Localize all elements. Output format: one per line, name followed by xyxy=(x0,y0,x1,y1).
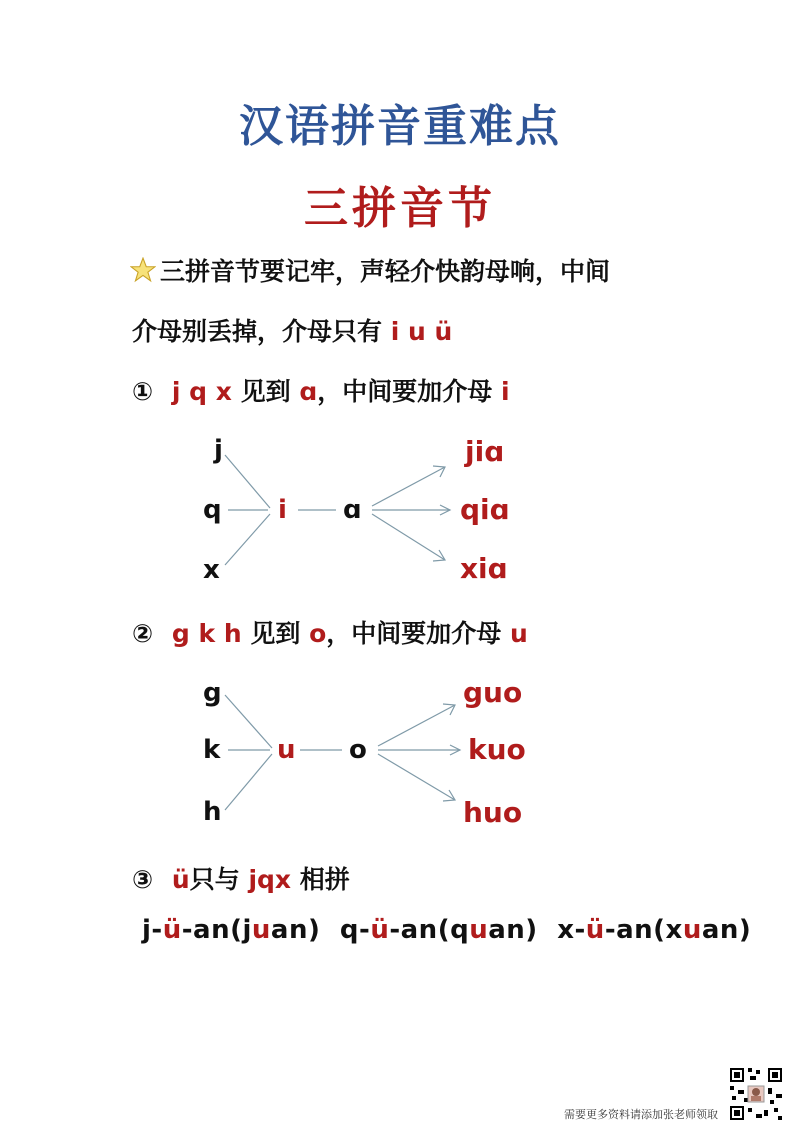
rule-comma: ， xyxy=(317,377,343,406)
arrow-line xyxy=(372,514,445,560)
rule-2-heading xyxy=(132,614,528,650)
example-full-final: an) xyxy=(701,915,752,945)
example-rest: -an( xyxy=(181,915,243,945)
example-rest: -an( xyxy=(604,915,666,945)
rule-1-heading xyxy=(132,372,510,408)
rule-initials: j q x xyxy=(171,377,232,406)
medial-letter: u xyxy=(277,735,296,765)
syllable-result: jiɑ xyxy=(465,435,505,468)
intro-line-2 xyxy=(132,312,452,348)
example-full-final: an) xyxy=(270,915,321,945)
example-umlaut: ü xyxy=(585,915,605,945)
page-subtitle: 三拼音节 xyxy=(304,183,496,234)
example-initial: j xyxy=(142,915,152,945)
example-item: j-ü-an(juan) xyxy=(142,915,321,945)
example-rest: -an( xyxy=(389,915,451,945)
rule-initials: g k h xyxy=(171,619,242,648)
syllable-result: xiɑ xyxy=(460,552,508,585)
example-initial: x xyxy=(557,915,575,945)
rule-text: 相拼 xyxy=(299,865,350,894)
rule-number: ② xyxy=(132,619,154,648)
arrow-line xyxy=(378,705,455,746)
rule-number: ③ xyxy=(132,865,154,894)
rule-text: 中间要加介母 xyxy=(351,619,502,648)
initial-letter: k xyxy=(203,735,221,765)
example-full-medial: u xyxy=(251,915,271,945)
rule-text: 只与 xyxy=(189,865,240,894)
example-item: x-ü-an(xuan) xyxy=(557,915,752,945)
initial-letter: q xyxy=(203,495,222,525)
example-full-final: an) xyxy=(488,915,538,945)
rule-vowel: o xyxy=(309,619,327,648)
medial-letter: i xyxy=(278,495,287,525)
arrow-line xyxy=(372,467,445,506)
rule-2-diagram xyxy=(0,670,800,840)
connector-line xyxy=(225,695,272,748)
example-full-medial: u xyxy=(469,915,489,945)
page-title: 汉语拼音重难点 xyxy=(239,101,561,152)
example-line xyxy=(142,915,751,945)
rule-initials: jqx xyxy=(248,865,292,894)
medial-list: i u ü xyxy=(390,317,453,346)
rule-medial: u xyxy=(510,619,528,648)
connector-line xyxy=(225,455,270,508)
syllable-result: kuo xyxy=(468,733,526,766)
example-full-medial: u xyxy=(682,915,702,945)
rule-1-diagram xyxy=(0,420,800,590)
final-letter: o xyxy=(349,735,367,765)
rule-3-heading xyxy=(132,860,350,896)
initial-letter: j xyxy=(214,435,223,465)
intro-text-1: 三拼音节要记牢，声轻介快韵母响，中间 xyxy=(160,257,611,286)
footer-note: 需要更多资料请添加张老师领取 xyxy=(564,1108,718,1121)
example-umlaut: ü xyxy=(162,915,182,945)
syllable-result: guo xyxy=(463,676,523,709)
rule-comma: ， xyxy=(326,619,352,648)
example-umlaut: ü xyxy=(370,915,390,945)
initial-letter: x xyxy=(203,555,220,585)
rule-medial: i xyxy=(501,377,510,406)
rule-number: ① xyxy=(132,377,154,406)
qr-code-icon[interactable] xyxy=(728,1066,784,1122)
final-letter: ɑ xyxy=(343,495,362,525)
rule-vowel: ɑ xyxy=(299,377,318,406)
arrow-line xyxy=(378,754,455,800)
syllable-result: huo xyxy=(463,796,523,829)
example-full-initial: q xyxy=(450,915,470,945)
rule-see: 见到 xyxy=(250,619,301,648)
rule-see: 见到 xyxy=(240,377,291,406)
example-item: q-ü-an(quan) xyxy=(339,915,538,945)
intro-line-1 xyxy=(130,252,610,288)
initial-letter: h xyxy=(203,797,222,827)
example-full-initial: j xyxy=(242,915,252,945)
connector-line xyxy=(225,514,270,565)
example-full-initial: x xyxy=(665,915,683,945)
star-icon xyxy=(130,257,156,283)
syllable-result: qiɑ xyxy=(460,493,510,526)
intro-text-2: 介母别丢掉，介母只有 xyxy=(132,317,383,346)
connector-line xyxy=(225,754,272,810)
rule-text: 中间要加介母 xyxy=(342,377,493,406)
initial-letter: g xyxy=(203,678,222,708)
example-initial: q xyxy=(339,915,360,945)
u-umlaut: ü xyxy=(171,865,190,894)
